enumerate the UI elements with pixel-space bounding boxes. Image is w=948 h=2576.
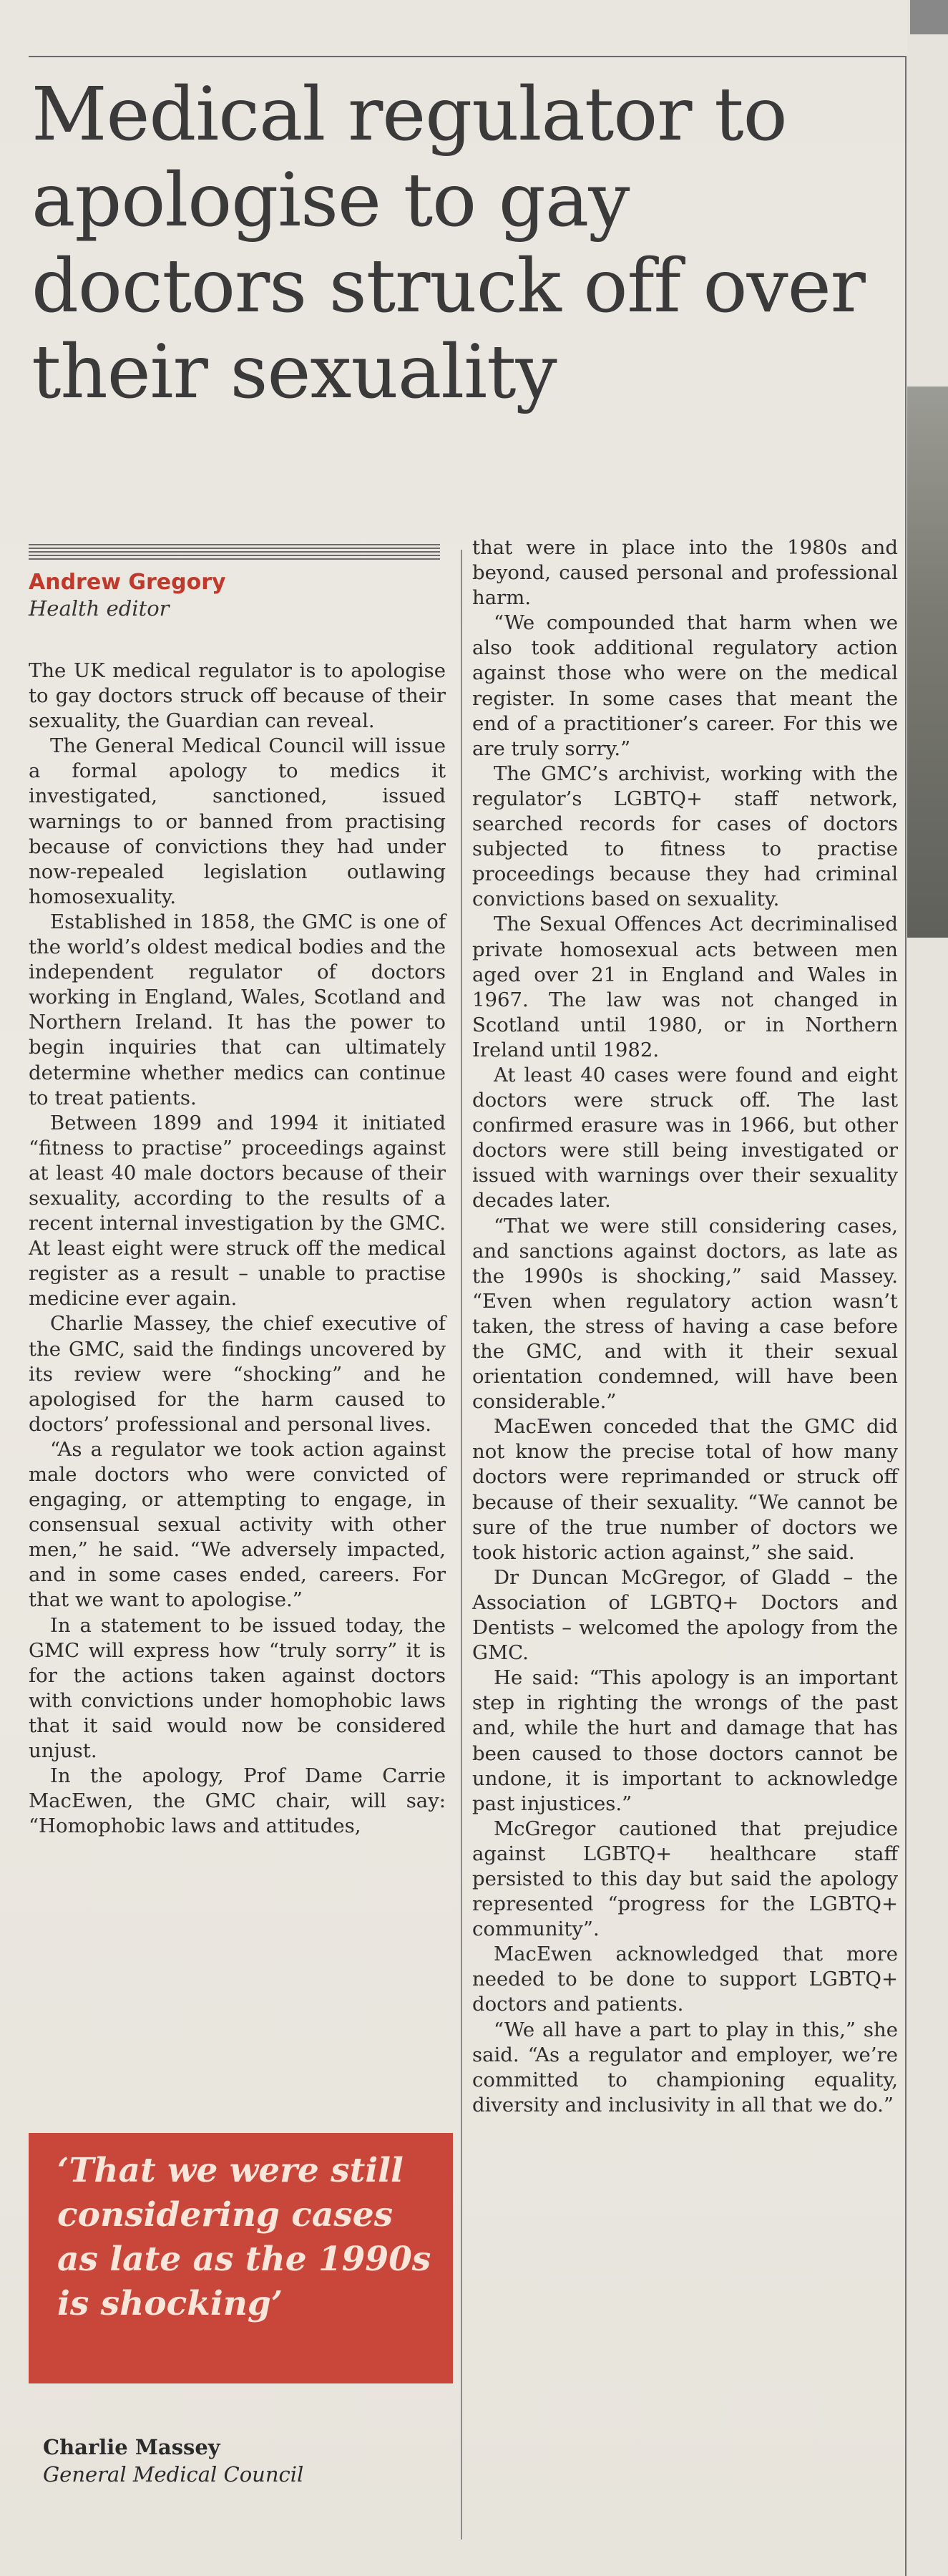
adjacent-photo	[907, 387, 948, 938]
byline	[29, 570, 458, 621]
pull-quote-name: Charlie Massey	[43, 2435, 220, 2459]
paragraph: At least 40 cases were found and eight doctors were struck off. The last confirmed erasure was in 1966, but other doctors were still being investigated or issued with warnings over their sexuality decades later.	[472, 1063, 898, 1212]
right-column-rule	[905, 56, 907, 2576]
adjacent-article-strip	[907, 0, 948, 2576]
paragraph: Dr Duncan McGregor, of Gladd – the Association of LGBTQ+ Doctors and Dentists – welcomed the apology from the GMC.	[472, 1565, 898, 1665]
paragraph: “We compounded that harm when we also took additional regulatory action against those who were on the medical register. In some cases that meant the end of a practitioner’s career. For this we are truly sorry.”	[472, 611, 898, 760]
top-rule	[29, 56, 907, 57]
article-column-1	[29, 658, 446, 1839]
pull-quote-text: ‘That we were still considering cases as late as the 1990s is shocking’	[57, 2151, 431, 2323]
paragraph: Charlie Massey, the chief executive of the GMC, said the findings uncovered by its review were “shocking” and he apologised for the harm caused to doctors’ professional and personal lives.	[29, 1312, 446, 1436]
article-column-2	[472, 535, 898, 2118]
byline-author: Andrew Gregory	[29, 570, 226, 595]
paragraph: Established in 1858, the GMC is one of the world’s oldest medical bodies and the independent regulator of doctors working in England, Wales, Scotland and Northern Ireland. It has the power to begin inquiries that can ultimately determine whether medics can continue to treat patients.	[29, 910, 446, 1109]
paragraph: He said: “This apology is an important step in righting the wrongs of the past and, while the hurt and damage that has been caused to those doctors cannot be undone, it is important to acknowledge past injustices.”	[472, 1666, 898, 1815]
paragraph: The UK medical regulator is to apologise to gay doctors struck off because of their sexuality, the Guardian can reveal.	[29, 659, 446, 733]
paragraph: Between 1899 and 1994 it initiated “fitness to practise” proceedings against at least 40 male doctors because of their sexuality, according to the results of a recent internal investigation by the GMC. At least eight were struck off the medical register as a result – unable to practise medicine ever again.	[29, 1111, 446, 1311]
paragraph: The General Medical Council will issue a formal apology to medics it investigated, sanctioned, issued warnings to or banned from practising because of convictions they had under now-repealed legislation outlawing homosexuality.	[29, 734, 446, 908]
paragraph: “That we were still considering cases, and sanctions against doctors, as late as the 1990s is shocking,” said Massey. “Even when regulatory action wasn’t taken, the stress of having a case before the GMC, and with it their sexual orientation condemned, will have been considerable.”	[472, 1214, 898, 1414]
pull-quote-org: General Medical Council	[43, 2462, 304, 2487]
paragraph: The GMC’s archivist, working with the regulator’s LGBTQ+ staff network, searched records for cases of doctors subjected to fitness to practise proceedings because they had criminal convictions based on sexuality.	[472, 762, 898, 911]
adjacent-photo	[910, 0, 948, 34]
byline-role: Health editor	[29, 596, 170, 621]
pull-quote-box	[29, 2133, 453, 2383]
paragraph: MacEwen acknowledged that more needed to be done to support LGBTQ+ doctors and patients.	[472, 1943, 898, 2016]
paragraph: that were in place into the 1980s and beyond, caused personal and professional harm.	[472, 536, 898, 610]
paragraph: In a statement to be issued today, the GMC will express how “truly sorry” it is for the actions taken against doctors with convictions under homophobic laws that it said would now be considered unjust.	[29, 1613, 446, 1763]
paragraph: “As a regulator we took action against male doctors who were convicted of engaging, or attempting to engage, in consensual sexual activity with other men,” he said. “We adversely impacted, and in some cases ended, careers. For that we want to apologise.”	[29, 1437, 446, 1612]
paragraph: The Sexual Offences Act decriminalised private homosexual acts between men aged over 21 in England and Wales in 1967. The law was not changed in Scotland until 1980, or in Northern Ireland until 1982.	[472, 913, 898, 1061]
paragraph: In the apology, Prof Dame Carrie MacEwen, the GMC chair, will say: “Homophobic laws and attitudes,	[29, 1764, 446, 1838]
column-divider	[461, 550, 462, 2539]
paragraph: MacEwen conceded that the GMC did not know the precise total of how many doctors were reprimanded or struck off because of their sexuality. “We cannot be sure of the true number of doctors we took historic action against,” she said.	[472, 1415, 898, 1564]
headline: Medical regulator to apologise to gay doctors struck off over their sexuality	[31, 72, 865, 415]
paragraph: “We all have a part to play in this,” she said. “As a regulator and employer, we’re committed to championing equality, diversity and inclusivity in all that we do.”	[472, 2018, 898, 2116]
paragraph: McGregor cautioned that prejudice against LGBTQ+ healthcare staff persisted to this day but said the apology represented “progress for the LGBTQ+ community”.	[472, 1817, 898, 1941]
pull-quote-attribution	[43, 2434, 303, 2488]
byline-rule	[29, 544, 440, 561]
